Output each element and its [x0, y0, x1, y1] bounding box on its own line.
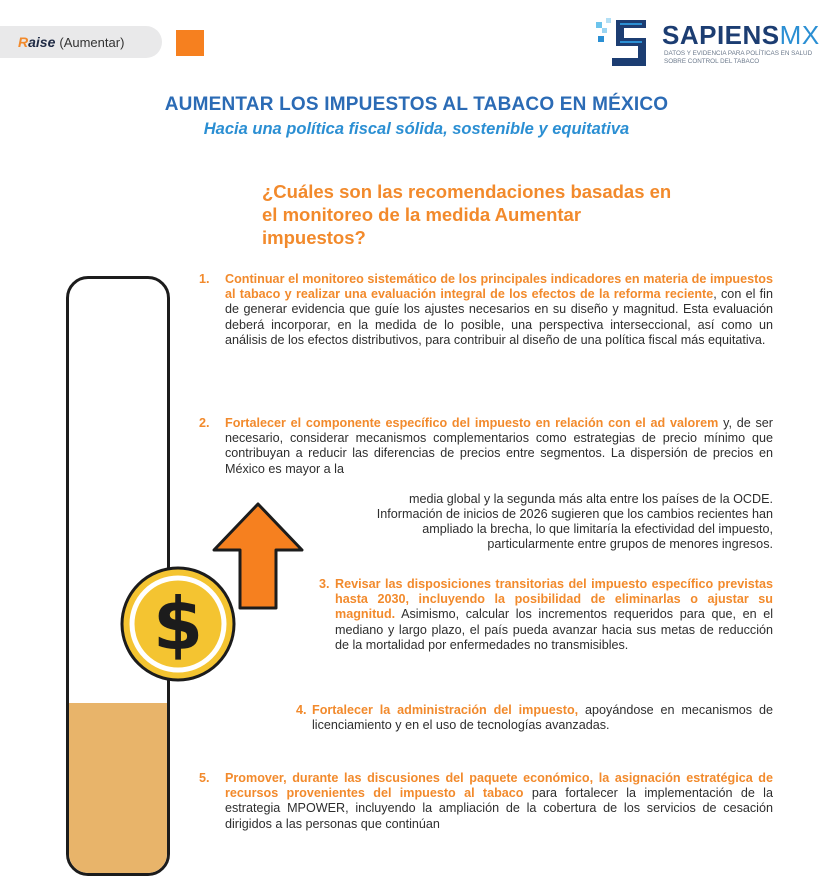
rec-text: y, de ser necesario, considerar mecanismos complementarios como estrategias de precio mínimo que contribuyan a reducir las diferencias de precios entre segmentos. La dispersión de precios en México es mayor a la — [225, 416, 773, 476]
logo-tagline: DATOS Y EVIDENCIA PARA POLÍTICAS EN SALUD SOBRE CONTROL DEL TABACO — [664, 50, 813, 65]
recommendation-2-line: particularmente entre grupos de menores ingresos. — [487, 537, 773, 551]
recommendation-4 — [296, 703, 773, 733]
thermometer-fill — [69, 703, 167, 873]
rec-highlight: Fortalecer el componente específico del impuesto en relación con el ad valorem — [225, 416, 719, 430]
recommendation-2-line: ampliado la brecha, lo que limitaría la efectividad del impuesto, — [422, 522, 773, 536]
recommendation-2-line: media global y la segunda más alta entre los países de la OCDE. — [408, 492, 773, 506]
rec-text: Asimismo, calcular los incrementos requeridos para que, en el mediano y largo plazo, el país pueda avanzar hacia sus metas de reducción de la mortalidad por enfermedades no transmisibles. — [335, 607, 773, 652]
sapiens-logo — [594, 14, 824, 74]
badge-subtitle: (Aumentar) — [59, 34, 125, 50]
recommendation-2-line: Información de inicios de 2026 sugieren que los cambios recientes han — [376, 507, 773, 521]
sapiens-logo-icon — [594, 14, 658, 72]
recommendation-5 — [199, 771, 773, 832]
orange-marker — [176, 30, 204, 56]
measure-badge — [0, 26, 162, 58]
rec-number: 5. — [199, 771, 210, 785]
dollar-coin-icon — [118, 564, 238, 684]
section-question: ¿Cuáles son las recomendaciones basadas en el monitoreo de la medida Aumentar impuestos? — [262, 181, 672, 248]
rec-highlight: Fortalecer la administración del impuesto, — [312, 703, 579, 717]
rec-number: 4. — [296, 703, 307, 717]
rec-text: apoyándose en mecanismos de licenciamiento y en el uso de tecnologías avanzadas. — [312, 703, 773, 733]
badge-raise: Raise — [18, 34, 56, 50]
recommendation-3 — [319, 577, 773, 653]
page-subtitle: Hacia una política fiscal sólida, sostenible y equitativa — [203, 120, 630, 138]
rec-number: 2. — [199, 416, 210, 430]
rec-number: 1. — [199, 272, 210, 286]
rec-text: , con el fin de generar evidencia que guíe los ajustes necesarios en su diseño y magnitud. Esta evaluación deberá incorporar, en la medida de lo posible, una perspectiva interseccional, así como un análisis de los efectos distributivos, para contribuir al diseño de una política fiscal más equitativa. — [225, 287, 773, 347]
recommendation-1 — [199, 272, 773, 348]
rec-highlight: Revisar las disposiciones transitorias del impuesto específico previstas hasta 2030, incluyendo la posibilidad de eliminarlas o ajustar su magnitud. — [335, 577, 773, 622]
recommendation-2 — [199, 416, 773, 477]
rec-number: 3. — [319, 577, 330, 591]
svg-text:$: $ — [152, 582, 204, 666]
rec-highlight: Continuar el monitoreo sistemático de los principales indicadores en materia de impuestos al tabaco y realizar una evaluación integral de los efectos de la reforma reciente — [225, 272, 773, 302]
page-title: AUMENTAR LOS IMPUESTOS AL TABACO EN MÉXICO — [164, 94, 669, 115]
logo-name: SAPIENSMX — [662, 20, 820, 50]
rec-text: para fortalecer la implementación de la estrategia MPOWER, incluyendo la ampliación de la cobertura de los servicios de cesación dirigidos a las personas que continúan — [225, 786, 773, 831]
rec-highlight: Promover, durante las discusiones del paquete económico, la asignación estratégica de recursos provenientes del impuesto al tabaco — [225, 771, 773, 801]
